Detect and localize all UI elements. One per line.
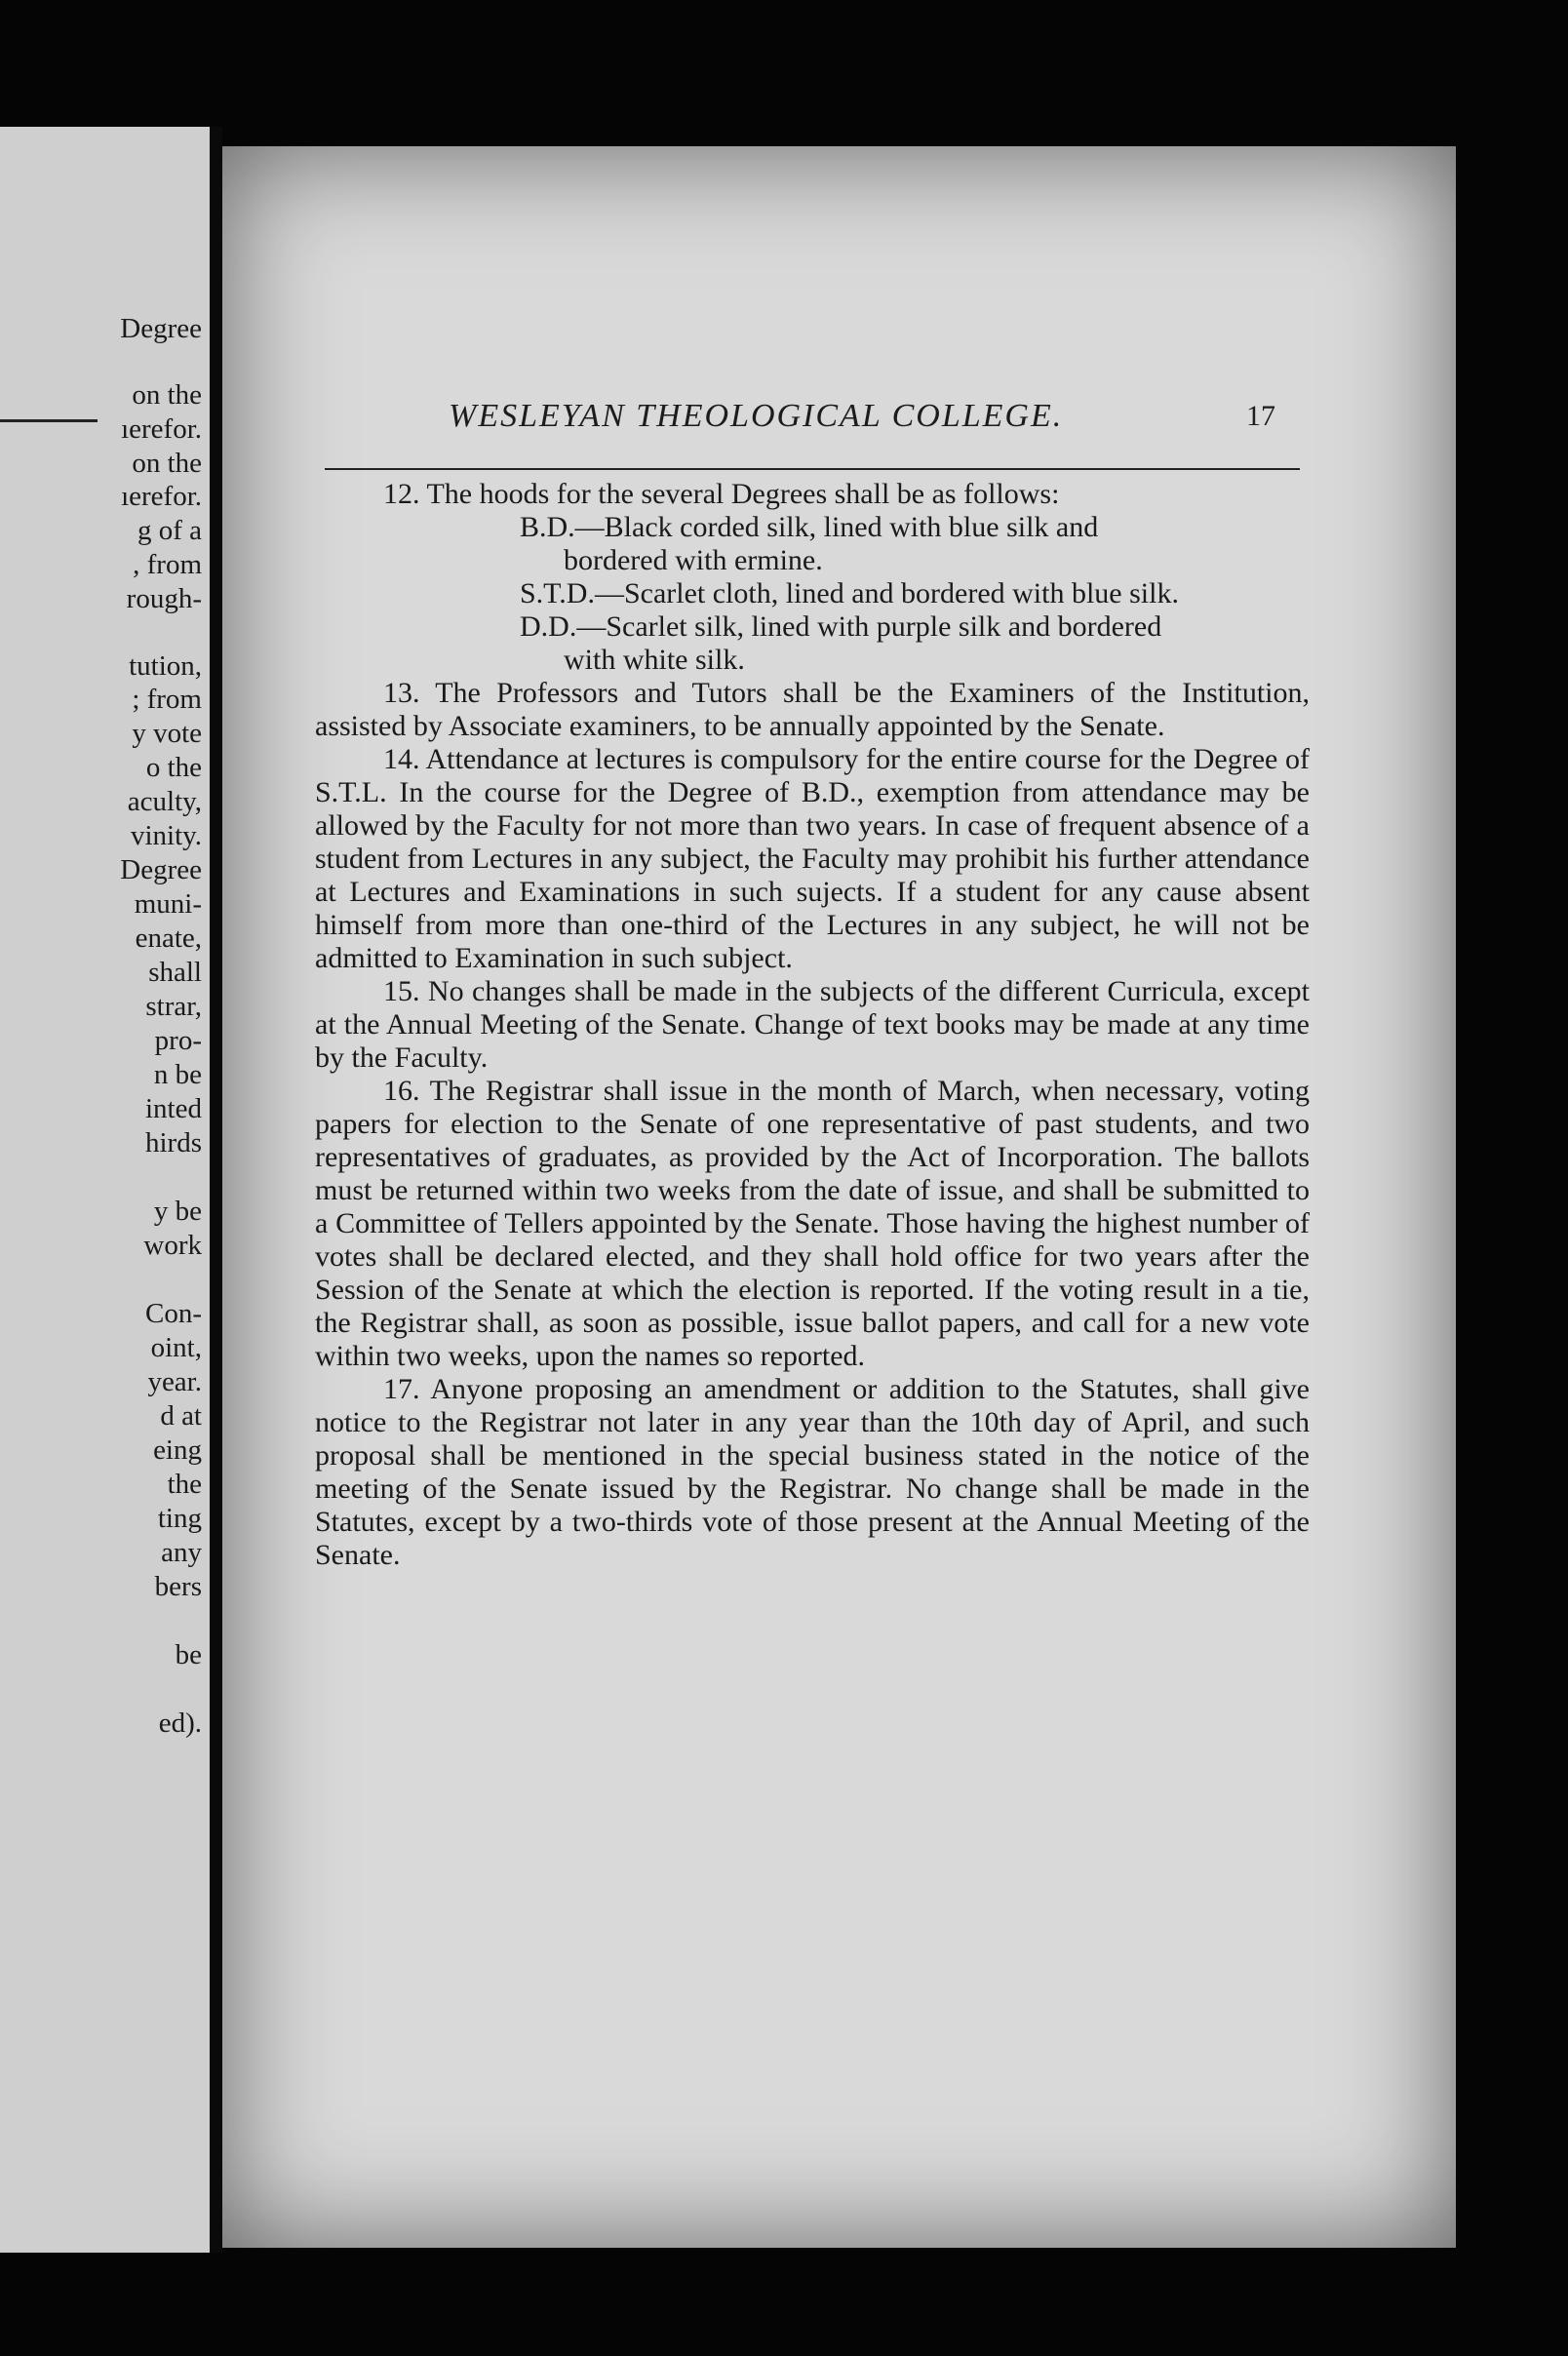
facing-page-line: ıerefor. bbox=[121, 413, 202, 445]
facing-page-line: bers bbox=[154, 1571, 202, 1602]
section-17: 17. Anyone proposing an amendment or addition to the Statutes, shall give notice to the Registrar not later in any year than the 10th day of April, and such proposal shall be mentioned in the special business stated in the notice of the meeting of the Senate issued by the Registrar. No change shall be made in the Statutes, except by a two-thirds vote of those present at the Annual Meeting of the Senate. bbox=[315, 1373, 1310, 1571]
page bbox=[222, 146, 1456, 2248]
statutes-text bbox=[315, 478, 1310, 1572]
section-16: 16. The Registrar shall issue in the month of March, when necessary, voting papers for election to the Senate of one representative of past students, and two representatives of graduates, as provided by the Act of Incorporation. The ballots must be returned within two weeks from the date of issue, and shall be submitted to a Committee of Tellers appointed by the Senate. Those having the highest number of votes shall be declared elected, and they shall hold office for two years after the Session of the Senate at which the election is reported. If the voting result in a tie, the Registrar shall, as soon as possible, issue ballot papers, and call for a new vote within two weeks, upon the names so reported. bbox=[315, 1075, 1310, 1372]
facing-page-line: shall bbox=[148, 957, 202, 988]
facing-page-line: Degree bbox=[120, 854, 202, 885]
facing-page-line: tution, bbox=[129, 650, 202, 682]
hood-std: S.T.D.—Scarlet cloth, lined and bordered with blue silk. bbox=[520, 577, 1179, 609]
facing-page-line: on the bbox=[132, 379, 202, 411]
facing-page-line: rough- bbox=[126, 583, 202, 614]
facing-page-line: be bbox=[175, 1639, 202, 1670]
facing-page-line: ıerefor. bbox=[121, 481, 202, 512]
facing-page-line: , from bbox=[133, 549, 202, 580]
facing-page-line: g of a bbox=[137, 515, 202, 546]
facing-page-rule bbox=[0, 419, 98, 422]
hood-dd: D.D.—Scarlet silk, lined with purple silk and bordered bbox=[520, 610, 1162, 643]
facing-page-line: muni- bbox=[134, 888, 202, 920]
facing-page-line: year. bbox=[147, 1366, 202, 1397]
facing-page-line: y be bbox=[153, 1196, 202, 1227]
facing-page-line: pro- bbox=[154, 1025, 202, 1056]
hood-dd-cont: with white silk. bbox=[564, 644, 745, 676]
section-13: 13. The Professors and Tutors shall be the Examiners of the Institution, assisted by Associate examiners, to be annually appointed by the Senate. bbox=[315, 677, 1310, 742]
facing-page-line: inted bbox=[145, 1093, 202, 1124]
facing-page-line: n be bbox=[153, 1059, 202, 1090]
facing-page-line: hirds bbox=[145, 1127, 202, 1158]
section-12-intro: 12. The hoods for the several Degrees shall be as follows: bbox=[383, 478, 1060, 510]
facing-page-line: vinity. bbox=[130, 820, 202, 851]
facing-page-line: Degree bbox=[120, 313, 202, 344]
facing-page-line: any bbox=[161, 1537, 202, 1568]
facing-page-line: Con- bbox=[145, 1298, 202, 1329]
facing-page-line: strar, bbox=[145, 991, 202, 1022]
facing-page-line: on the bbox=[132, 448, 202, 479]
book-gutter bbox=[210, 127, 222, 2253]
page-number: 17 bbox=[1246, 400, 1275, 432]
facing-page-line: ; from bbox=[132, 684, 202, 715]
hood-bd-cont: bordered with ermine. bbox=[564, 544, 823, 576]
facing-page-line: ting bbox=[157, 1503, 202, 1534]
facing-page-fragment bbox=[0, 127, 210, 2253]
facing-page-line: y vote bbox=[132, 718, 202, 749]
facing-page-line: o the bbox=[145, 752, 202, 783]
facing-page-line: oint, bbox=[150, 1332, 202, 1363]
facing-page-line: ed). bbox=[158, 1708, 202, 1739]
section-15: 15. No changes shall be made in the subjects of the different Curricula, except at the Annual Meeting of the Senate. Change of text books may be made at any time by the Faculty. bbox=[315, 975, 1310, 1074]
facing-page-line: enate, bbox=[135, 923, 202, 954]
facing-page-line: work bbox=[143, 1230, 202, 1261]
facing-page-line: aculty, bbox=[127, 786, 202, 817]
section-14: 14. Attendance at lectures is compulsory for the entire course for the Degree of S.T.L. In the course for the Degree of B.D., exemption from attendance may be allowed by the Faculty for not more than two years. In case of frequent absence of a student from Lectures in any subject, the Faculty may prohibit his further attendance at Lectures and Examinations in such sujects. If a student for any cause absent himself from more than one-third of the Lectures in any subject, he will not be admitted to Examination in such subject. bbox=[315, 743, 1310, 974]
hood-bd: B.D.—Black corded silk, lined with blue silk and bbox=[520, 511, 1099, 543]
facing-page-line: the bbox=[167, 1469, 202, 1500]
facing-page-line: eing bbox=[153, 1434, 202, 1466]
header-rule bbox=[325, 468, 1300, 470]
running-title: WESLEYAN THEOLOGICAL COLLEGE. bbox=[449, 398, 1064, 434]
facing-page-line: d at bbox=[160, 1400, 202, 1432]
